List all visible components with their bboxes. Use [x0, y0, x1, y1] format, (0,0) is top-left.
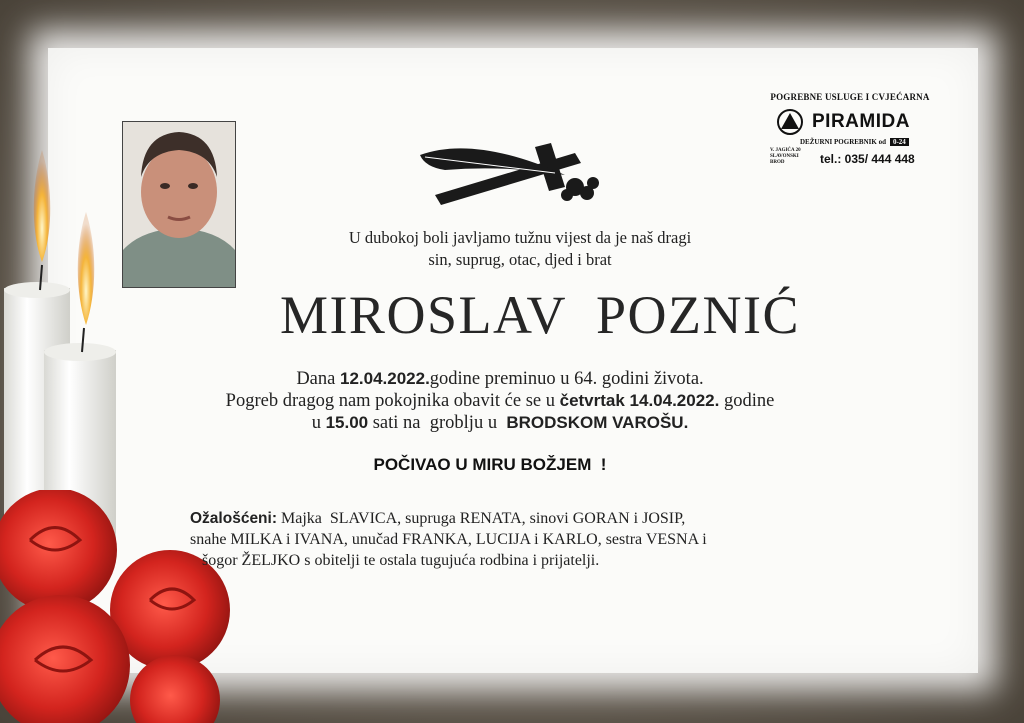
duty-label: DEŽURNI POGREBNIK od [800, 138, 886, 146]
intro-line-2: sin, suprug, otac, djed i brat [428, 250, 612, 269]
address-line-1: V. JAGIĆA 20 [770, 148, 801, 153]
details-text: u [311, 413, 326, 433]
funeral-day: četvrtak 14.04.2022. [559, 391, 720, 410]
mourners-line-1: Majka SLAVICA, supruga RENATA, sinovi GORAN i JOSIP, [277, 510, 686, 527]
funeral-home-phone: tel.: 035/ 444 448 [820, 152, 915, 166]
intro-line-1: U dubokoj boli javljamo tužnu vijest da je naš dragi [348, 228, 692, 247]
intro-text [260, 227, 780, 271]
details-text: Dana [296, 369, 340, 389]
deceased-photo [122, 121, 236, 288]
death-date: 12.04.2022. [339, 369, 430, 388]
address-line-2: SLAVONSKI BROD [770, 154, 799, 165]
mourners-line-2: snahe MILKA i IVANA, unučad FRANKA, LUCIJA i KARLO, sestra VESNA i [190, 531, 707, 548]
cemetery-name: BRODSKOM VAROŠU. [506, 413, 689, 432]
funeral-home-address [770, 148, 814, 166]
rest-in-peace-line: POČIVAO U MIRU BOŽJEM ! [373, 455, 607, 474]
funeral-home-tagline: POGREBNE USLUGE I CVJEĆARNA [770, 92, 930, 102]
funeral-home-logo [770, 92, 930, 166]
duty-hours-badge: 0-24 [890, 138, 909, 146]
mourners-list [190, 508, 830, 571]
details-text: godine preminuo u 64. godini života. [429, 369, 704, 389]
details-text: Pogreb dragog nam pokojnika obavit će se u [225, 391, 560, 411]
funeral-details [150, 368, 850, 434]
deceased-name: MIROSLAV POZNIĆ [279, 285, 801, 345]
pyramid-logo-icon [774, 108, 806, 136]
details-text: godine [719, 391, 775, 411]
funeral-time: 15.00 [325, 413, 369, 432]
funeral-home-name: PIRAMIDA [812, 111, 910, 132]
mourners-line-3: šogor ŽELJKO s obitelji te ostala tugujuća rodbina i prijatelji. [202, 552, 600, 569]
cross-with-palm-icon [415, 135, 610, 210]
mourners-label: Ožalošćeni: [190, 510, 277, 527]
details-text: sati na groblju u [368, 413, 507, 433]
